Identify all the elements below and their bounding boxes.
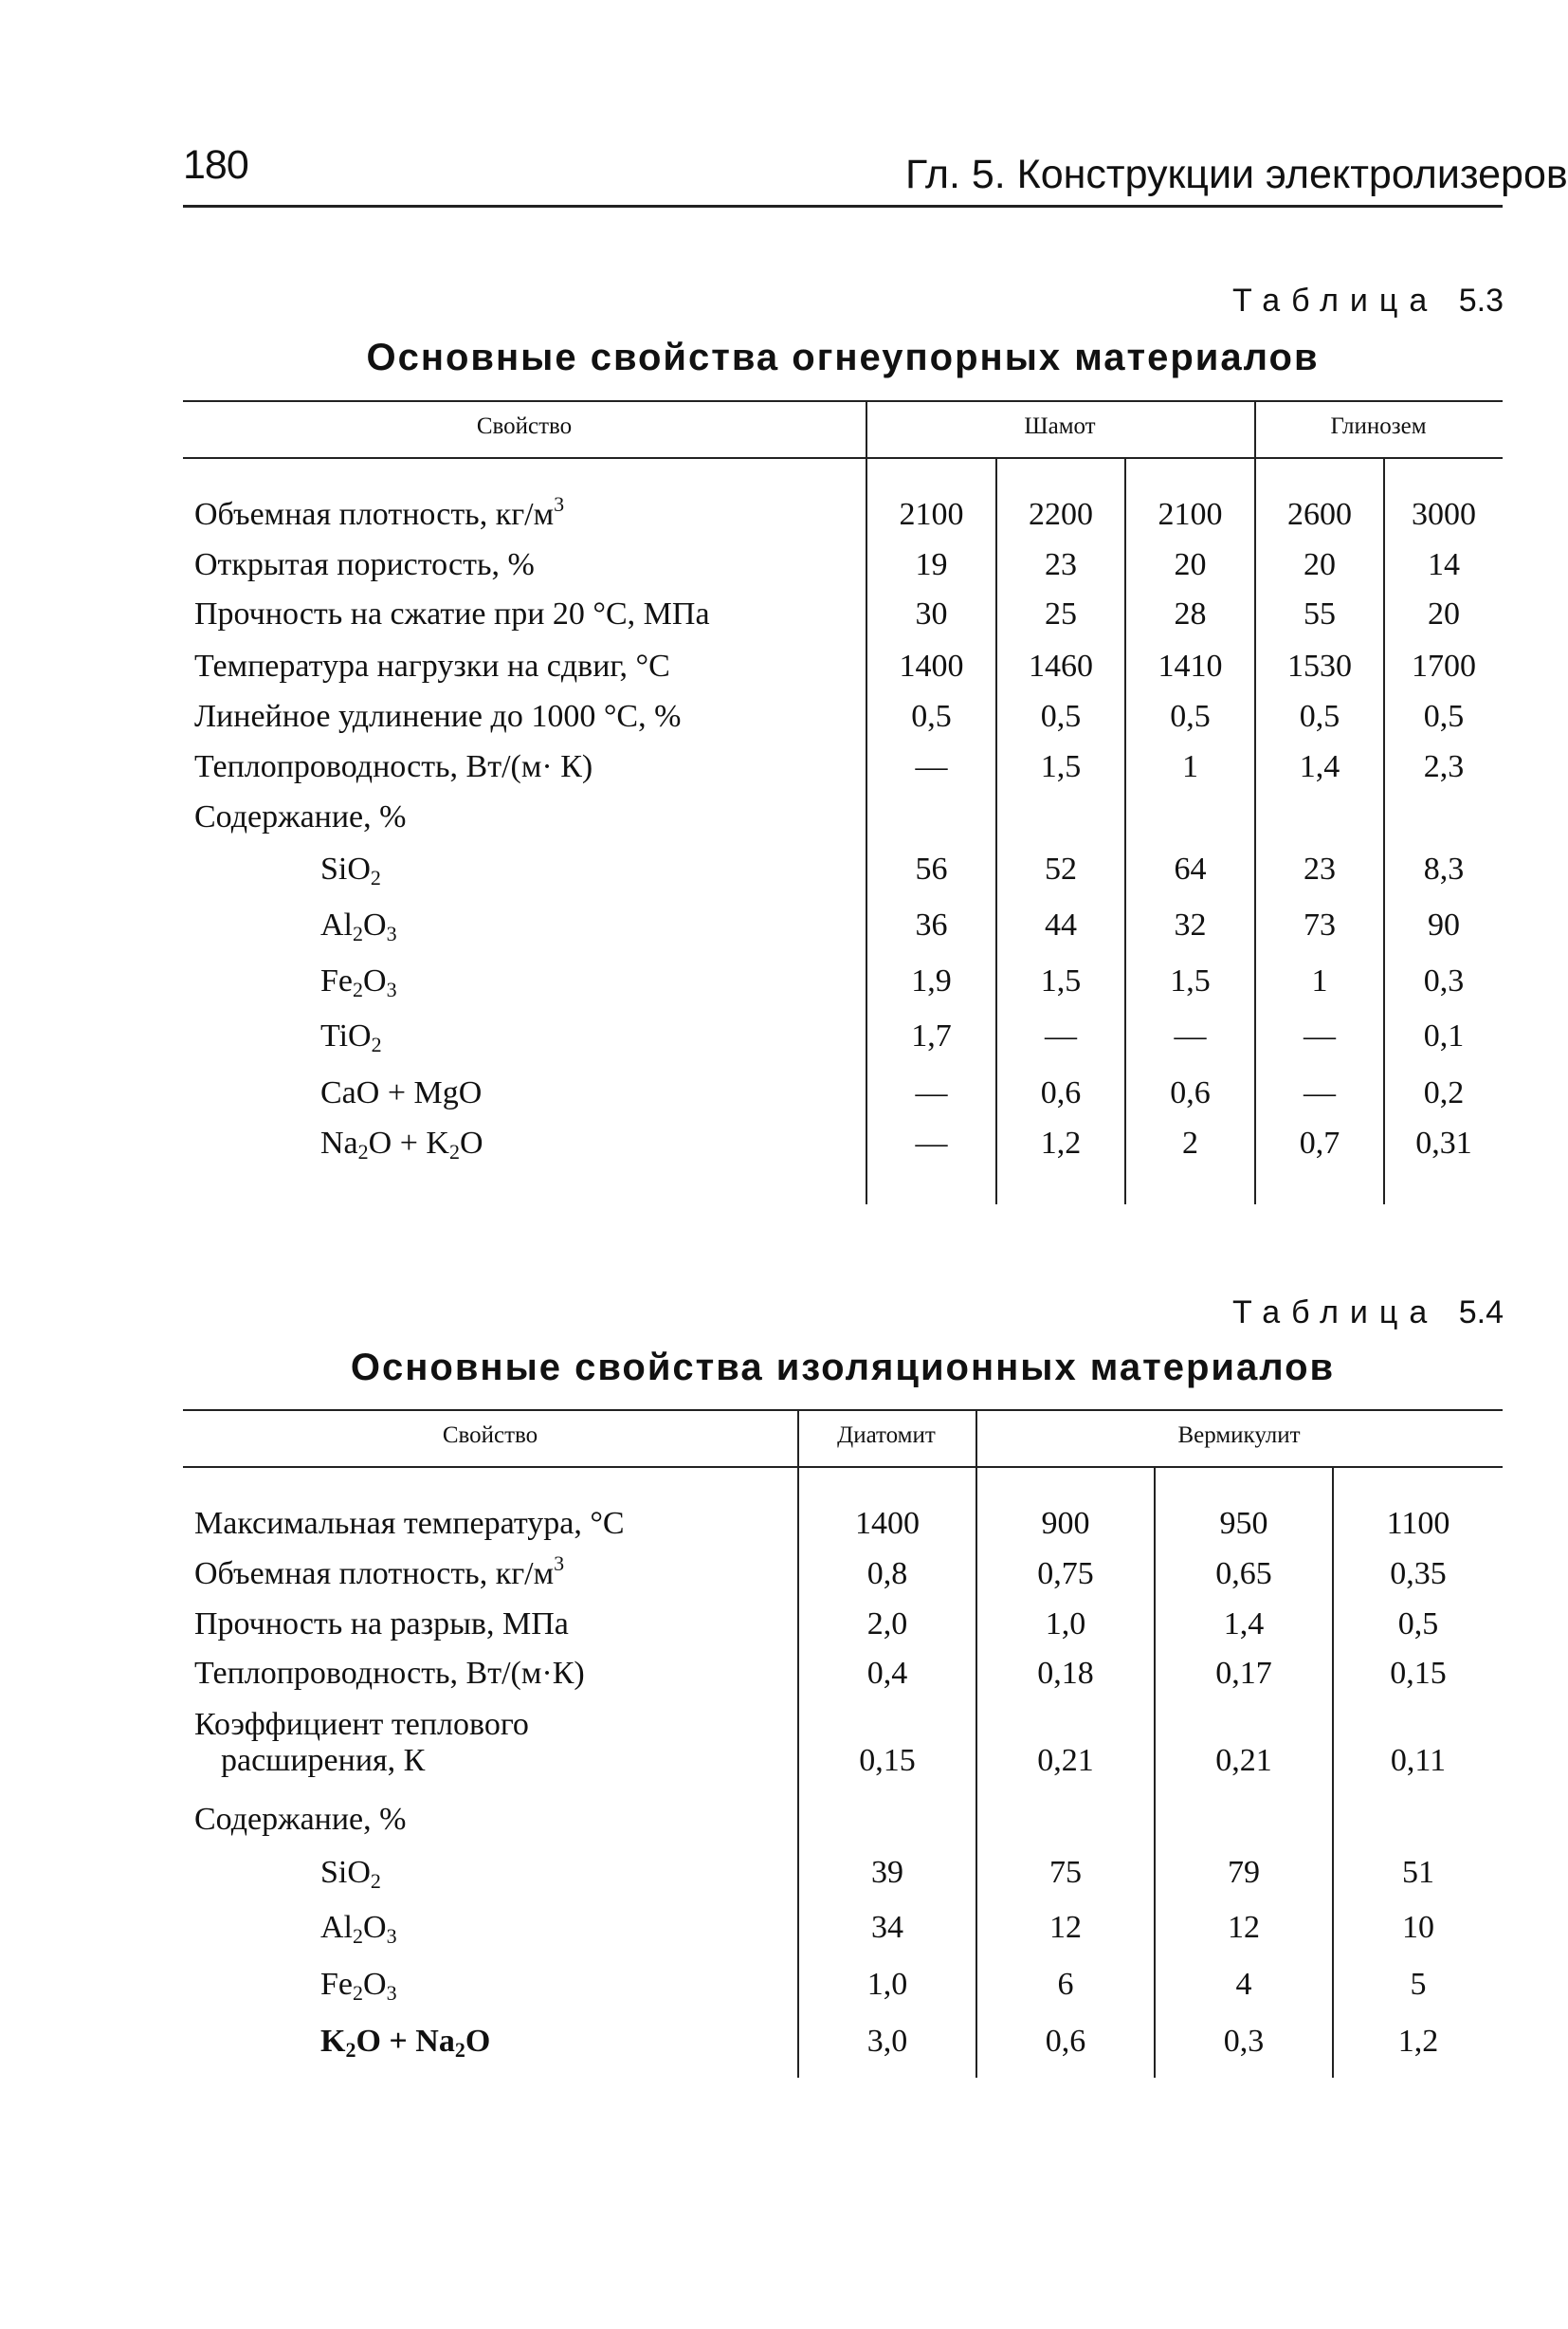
table-header-rule xyxy=(183,1466,1503,1468)
cell-value: — xyxy=(915,1075,948,1110)
cell-value: 20 xyxy=(1174,547,1207,582)
header-property: Свойство xyxy=(442,1422,538,1448)
cell-value: 1,2 xyxy=(1040,1126,1082,1161)
cell-value: 1 xyxy=(1182,749,1198,784)
row-label: Прочность на сжатие при 20 °С, МПа xyxy=(194,596,710,632)
cell-value: 0,21 xyxy=(1037,1743,1094,1778)
cell-value: 1,9 xyxy=(911,963,952,999)
cell-value: 39 xyxy=(871,1855,903,1890)
table-5-4 xyxy=(183,1409,1503,2082)
cell-value: 30 xyxy=(915,596,948,632)
cell-value: 0,18 xyxy=(1037,1656,1094,1691)
table-top-rule xyxy=(183,1409,1503,1411)
cell-value: — xyxy=(915,1126,948,1161)
table-title-5-4: Основные свойства изоляционных материалов xyxy=(350,1347,1336,1388)
cell-value: 0,8 xyxy=(866,1556,908,1591)
cell-value: 0,65 xyxy=(1215,1556,1272,1591)
cell-value: 10 xyxy=(1402,1910,1434,1945)
cell-value: 1460 xyxy=(1029,649,1093,684)
cell-value: 0,6 xyxy=(1040,1075,1082,1110)
row-label: CaO + MgO xyxy=(320,1075,483,1110)
cell-value: 2200 xyxy=(1029,497,1093,532)
table-label-word: Таблица xyxy=(1231,283,1439,319)
cell-value: 5 xyxy=(1410,1967,1427,2002)
row-label: $Fe_2O_3$ xyxy=(320,1967,397,2005)
table-5-3 xyxy=(183,400,1503,1206)
cell-value: 0,3 xyxy=(1423,963,1465,999)
cell-value: 8,3 xyxy=(1423,852,1465,887)
cell-value: 32 xyxy=(1174,908,1207,943)
cell-value: 1,0 xyxy=(866,1967,908,2002)
row-label: Теплопроводность, Вт/(м·К) xyxy=(194,1656,585,1691)
cell-value: 950 xyxy=(1219,1506,1268,1541)
chapter-title: Гл. 5. Конструкции электролизеров xyxy=(905,152,1568,197)
cell-value: 0,17 xyxy=(1215,1656,1272,1691)
row-label: Объемная плотность, $кг/м^3$ xyxy=(194,492,565,532)
cell-value: 23 xyxy=(1304,852,1336,887)
cell-value: 79 xyxy=(1228,1855,1260,1890)
cell-value: 6 xyxy=(1057,1967,1074,2002)
row-label: Содержание, % xyxy=(194,799,407,834)
cell-value: 0,11 xyxy=(1390,1743,1447,1778)
cell-value: 2100 xyxy=(899,497,964,532)
cell-value: 0,5 xyxy=(1423,699,1465,734)
cell-value: 1,0 xyxy=(1045,1606,1086,1641)
row-label: $K_2O + Na_2O$ xyxy=(320,2024,491,2062)
cell-value: 51 xyxy=(1402,1855,1434,1890)
cell-value: 25 xyxy=(1045,596,1077,632)
cell-value: 12 xyxy=(1228,1910,1260,1945)
cell-value: 0,35 xyxy=(1390,1556,1447,1591)
cell-value: 23 xyxy=(1045,547,1077,582)
row-label: SiO$_2$ xyxy=(320,1855,381,1893)
table-label-number: 5.3 xyxy=(1458,283,1504,319)
cell-value: — xyxy=(1045,1018,1077,1054)
row-label: $Na_2O + K_2O$ xyxy=(320,1126,483,1164)
cell-value: 0,1 xyxy=(1423,1018,1465,1054)
cell-value: 1,2 xyxy=(1397,2024,1439,2059)
cell-value: 1,5 xyxy=(1040,749,1082,784)
row-label: Температура нагрузки на сдвиг, °С xyxy=(194,649,670,684)
cell-value: 1 xyxy=(1311,963,1328,999)
cell-value: 0,2 xyxy=(1423,1075,1465,1110)
page-number: 180 xyxy=(183,142,248,188)
cell-value: 19 xyxy=(915,547,948,582)
cell-value: 0,4 xyxy=(866,1656,908,1691)
cell-value: 900 xyxy=(1041,1506,1090,1541)
table-label-word: Таблица xyxy=(1231,1294,1439,1330)
header-group-vermiculite: Вермикулит xyxy=(1177,1422,1301,1448)
cell-value: 0,5 xyxy=(1170,699,1211,734)
cell-value: 1,7 xyxy=(911,1018,952,1054)
table-label-number: 5.4 xyxy=(1458,1294,1504,1330)
cell-value: 0,75 xyxy=(1037,1556,1094,1591)
row-label: Открытая пористость, % xyxy=(194,547,535,582)
row-label: TiO$_2$ xyxy=(320,1018,382,1056)
cell-value: 1100 xyxy=(1386,1506,1450,1541)
cell-value: 0,6 xyxy=(1045,2024,1086,2059)
cell-value: 28 xyxy=(1174,596,1207,632)
row-label: $Al_2O_3$ xyxy=(320,908,397,945)
cell-value: 2600 xyxy=(1287,497,1352,532)
cell-value: — xyxy=(1304,1075,1336,1110)
cell-value: 34 xyxy=(871,1910,903,1945)
cell-value: 36 xyxy=(915,908,948,943)
cell-value: 1400 xyxy=(899,649,964,684)
cell-value: 20 xyxy=(1428,596,1460,632)
row-label: Объемная плотность, $кг/м^3$ xyxy=(194,1551,565,1591)
cell-value: 1,5 xyxy=(1040,963,1082,999)
cell-value: 1,4 xyxy=(1299,749,1340,784)
cell-value: 52 xyxy=(1045,852,1077,887)
cell-value: 3000 xyxy=(1412,497,1476,532)
table-header-rule xyxy=(183,457,1503,459)
cell-value: 3,0 xyxy=(866,2024,908,2059)
cell-value: 75 xyxy=(1049,1855,1082,1890)
cell-value: — xyxy=(1174,1018,1207,1054)
cell-value: 0,31 xyxy=(1415,1126,1472,1161)
cell-value: 1700 xyxy=(1412,649,1476,684)
cell-value: 90 xyxy=(1428,908,1460,943)
header-group-diatomite: Диатомит xyxy=(837,1422,936,1448)
cell-value: 0,15 xyxy=(1390,1656,1447,1691)
cell-value: 44 xyxy=(1045,908,1077,943)
cell-value: 0,6 xyxy=(1170,1075,1211,1110)
table-label-5-4 xyxy=(1232,1294,1504,1331)
cell-value: 0,7 xyxy=(1299,1126,1340,1161)
cell-value: 14 xyxy=(1428,547,1460,582)
cell-value: — xyxy=(915,749,948,784)
cell-value: 56 xyxy=(915,852,948,887)
cell-value: 2,3 xyxy=(1423,749,1465,784)
row-label-continuation: расширения, К xyxy=(221,1743,426,1778)
cell-value: 0,3 xyxy=(1223,2024,1265,2059)
cell-value: 0,5 xyxy=(1299,699,1340,734)
cell-value: 1,5 xyxy=(1170,963,1211,999)
cell-value: 2100 xyxy=(1158,497,1223,532)
cell-value: 64 xyxy=(1174,852,1207,887)
cell-value: 0,21 xyxy=(1215,1743,1272,1778)
row-label: Прочность на разрыв, МПа xyxy=(194,1606,569,1641)
row-label: Максимальная температура, °С xyxy=(194,1506,625,1541)
cell-value: 1410 xyxy=(1158,649,1223,684)
header-group-alumina: Глинозем xyxy=(1330,413,1427,439)
cell-value: 73 xyxy=(1304,908,1336,943)
cell-value: 4 xyxy=(1235,1967,1252,2002)
cell-value: 20 xyxy=(1304,547,1336,582)
cell-value: 55 xyxy=(1304,596,1336,632)
cell-value: 1,4 xyxy=(1223,1606,1265,1641)
row-label: $Al_2O_3$ xyxy=(320,1910,397,1948)
table-top-rule xyxy=(183,400,1503,402)
header-group-chamotte: Шамот xyxy=(1024,413,1096,439)
cell-value: 0,5 xyxy=(1397,1606,1439,1641)
table-title-5-3: Основные свойства огнеупорных материалов xyxy=(366,337,1320,378)
header-property: Свойство xyxy=(476,413,573,439)
row-label: $Fe_2O_3$ xyxy=(320,963,397,1001)
row-label: Коэффициент теплового xyxy=(194,1707,529,1742)
cell-value: 2 xyxy=(1182,1126,1198,1161)
cell-value: 1530 xyxy=(1287,649,1352,684)
cell-value: — xyxy=(1304,1018,1336,1054)
row-label: SiO$_2$ xyxy=(320,852,381,889)
cell-value: 0,5 xyxy=(1040,699,1082,734)
row-label: Содержание, % xyxy=(194,1802,407,1837)
cell-value: 2,0 xyxy=(866,1606,908,1641)
cell-value: 12 xyxy=(1049,1910,1082,1945)
table-label-5-3 xyxy=(1232,283,1504,320)
cell-value: 0,15 xyxy=(859,1743,916,1778)
header-rule xyxy=(183,205,1503,208)
row-label: Линейное удлинение до 1000 °С, % xyxy=(194,699,682,734)
row-label: Теплопроводность, Вт/(м· К) xyxy=(194,749,593,784)
cell-value: 0,5 xyxy=(911,699,952,734)
cell-value: 1400 xyxy=(855,1506,920,1541)
